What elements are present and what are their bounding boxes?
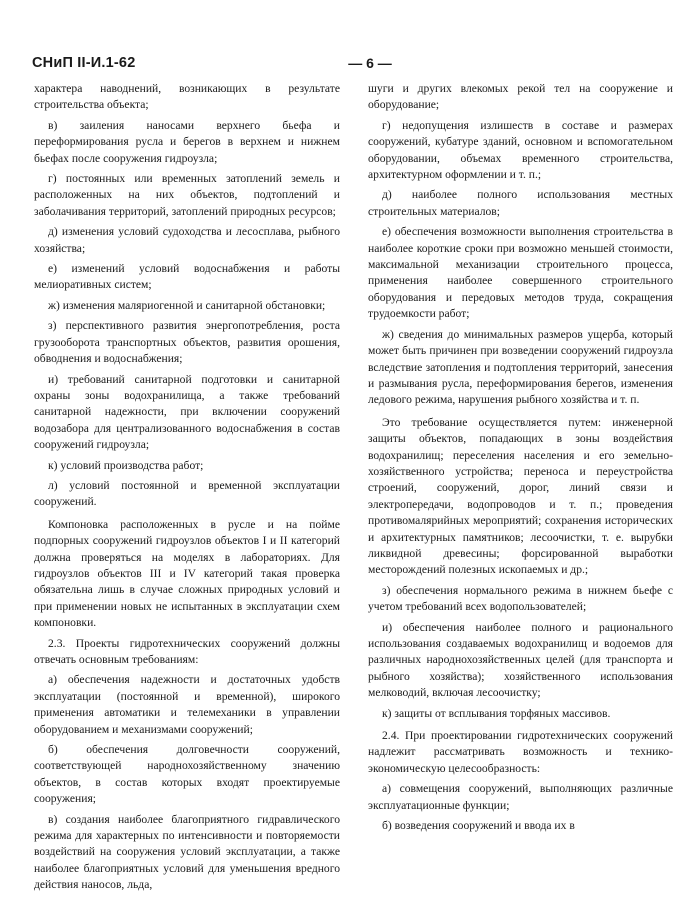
- paragraph: в) заиления наносами верхнего бьефа и переформирования русла и берегов в верхнем и нижнем бьефах после сооружения гидроузла;: [34, 118, 340, 165]
- paragraph: Компоновка расположенных в русле и на пойме подпорных сооружений гидроузлов объектов I и II категорий должна проверяться на моделях в лабораториях. Для гидроузлов объектов III и IV категорий такая проверка обязательна лишь в случае сложных природных условий и при применении новых не испытанных в эксплуатации схем компоновки.: [34, 517, 340, 630]
- paragraph: г) недопущения излишеств в составе и размерах сооружений, кубатуре зданий, основном и вспомогательном оборудовании, объемах временного строительства, архитектурном оформлении и т. п.;: [368, 118, 673, 182]
- paragraph: б) обеспечения долговечности сооружений, соответствующей народнохозяйственному значению объектов, в состав которых входят проектируемые сооружения;: [34, 743, 340, 806]
- paragraph: л) условий постоянной и временной эксплуатации сооружений.: [34, 478, 340, 509]
- paragraph: в) создания наиболее благоприятного гидравлического режима для характерных по интенсивности и повторяемости воздействий на сооружения условий эксплуатации, а также наиболее благоприятных условий для уменьшения вредного действия наносов, льда,: [34, 812, 340, 892]
- paragraph: 2.3. Проекты гидротехнических сооружений должны отвечать основным требованиям:: [34, 636, 340, 666]
- paragraph: характера наводнений, возникающих в результате строительства объекта;: [34, 82, 340, 112]
- paragraph: з) перспективного развития энергопотребления, роста грузооборота транспортных объектов, развития орошения, обводнения и водоснабжения;: [34, 319, 340, 366]
- page-number: — 6 —: [348, 55, 392, 71]
- paragraph: Это требование осуществляется путем: инженерной защиты объектов, попадающих в зоны воздействия водохранилищ; переселения населения и его земельно-хозяйственного устройства; переноса и переустройства строений, сооружений, дорог, линий связи и электропередачи, водопроводов и т. п.; проведения противомалярийных мероприятий; сохранения исторических и архитектурных памятников; лесоочистки, т. е. вырубки ликвидной древесины; форсированной выработки месторождений полезных ископаемых и др.;: [368, 415, 673, 577]
- paragraph: ж) сведения до минимальных размеров ущерба, который может быть причинен при возведении сооружений гидроузла вследствие затопления и подтопления территорий, занесения и размывания русла, переформирования берегов, изменения ледового режима, нарушения рыбного хозяйства и т. п.: [368, 327, 673, 407]
- paragraph: к) условий производства работ;: [48, 458, 204, 472]
- paragraph: б) возведения сооружений и ввода их в: [382, 819, 575, 833]
- paragraph: к) защиты от всплывания торфяных массивов.: [382, 706, 611, 720]
- right-text-column: [368, 81, 673, 838]
- paragraph: д) изменения условий судоходства и лесосплава, рыбного хозяйства;: [34, 225, 340, 255]
- paragraph: ж) изменения маляриогенной и санитарной обстановки;: [48, 298, 326, 312]
- document-code: СНиП II-И.1-62: [32, 55, 136, 71]
- page-header: [30, 55, 670, 75]
- paragraph: д) наиболее полного использования местных строительных материалов;: [368, 188, 673, 218]
- paragraph: 2.4. При проектировании гидротехнических сооружений надлежит рассматривать возможность и технико-экономическую целесообразность:: [368, 729, 673, 775]
- paragraph: е) изменений условий водоснабжения и работы мелиоративных систем;: [34, 262, 340, 292]
- paragraph: г) постоянных или временных затоплений земель и расположенных на них объектов, подтоплений и заболачивания территорий, затоплений природных ресурсов;: [34, 172, 340, 218]
- paragraph: а) обеспечения надежности и достаточных удобств эксплуатации (постоянной и временной), широкого применения автоматики и телемеханики в управлении оборудованием и механизмами сооружений;: [34, 673, 340, 736]
- paragraph: а) совмещения сооружений, выполняющих различные эксплуатационные функции;: [368, 782, 673, 812]
- paragraph: и) требований санитарной подготовки и санитарной охраны зоны водохранилища, а также требований санитарной надежности, при включении сооружений водозабора для централизованного водоснабжения в состав сооружений гидроузла;: [34, 372, 340, 452]
- paragraph: шуги и других влекомых рекой тел на сооружение и оборудование;: [368, 82, 673, 112]
- paragraph: з) обеспечения нормального режима в нижнем бьефе с учетом требований всех водопользователей;: [368, 583, 673, 614]
- paragraph: е) обеспечения возможности выполнения строительства в наиболее короткие сроки при возможно меньшей стоимости, максимальной механизации строительного процесса, применения наиболее совершенного строительного оборудования и передовых методов труда, сокращения трудоемкости работ;: [368, 225, 673, 321]
- left-text-column: [34, 81, 340, 898]
- paragraph: и) обеспечения наиболее полного и рационального использования создаваемых водохранилищ и водоемов для различных народнохозяйственных целей (для транспорта и рыбного хозяйства); хозяйственного использования мелководий, включая лесоочистку;: [368, 620, 673, 700]
